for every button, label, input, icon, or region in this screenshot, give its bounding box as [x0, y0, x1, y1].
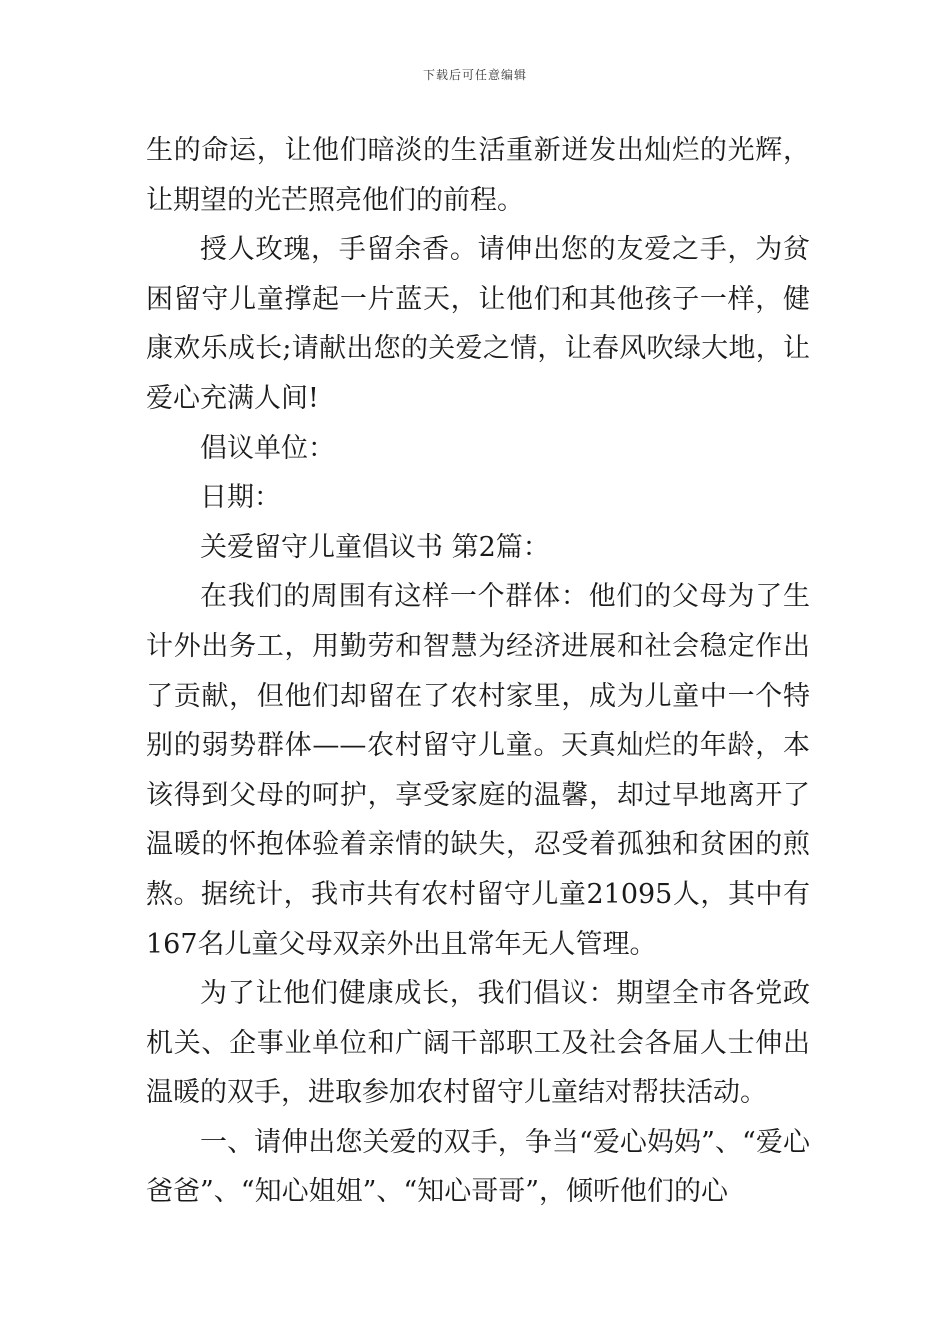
document-body [146, 126, 810, 1217]
date-label: 日期： [200, 482, 281, 514]
paragraph-appeal: 授人玫瑰，手留余香。请伸出您的友爱之手，为贫困留守儿童撑起一片蓝天，让他们和其他孩子一样，健康欢乐成长;请献出您的关爱之情，让春风吹绿大地，让爱心充满人间! [146, 234, 810, 414]
paragraph-background: 在我们的周围有这样一个群体：他们的父母为了生计外出务工，用勤劳和智慧为经济进展和社会稳定作出了贡献，但他们却留在了农村家里，成为儿童中一个特别的弱势群体——农村留守儿童。天真灿烂的年龄，本该得到父母的呵护，享受家庭的温馨，却过早地离开了温暖的怀抱体验着亲情的缺失，忍受着孤独和贫困的煎熬。据统计，我市共有农村留守儿童21095人，其中有167名儿童父母双亲外出且常年无人管理。 [146, 581, 810, 960]
section-title: 关爱留守儿童倡议书 第2篇： [200, 531, 550, 563]
paragraph-item-one: 一、请伸出您关爱的双手，争当“爱心妈妈”、“爱心爸爸”、“知心姐姐”、“知心哥哥”，倾听他们的心 [146, 1126, 810, 1208]
paragraph-proposal: 为了让他们健康成长，我们倡议：期望全市各党政机关、企事业单位和广阔干部职工及社会各届人士伸出温暖的双手，进取参加农村留守儿童结对帮扶活动。 [146, 978, 810, 1109]
paragraph-continuation: 生的命运，让他们暗淡的生活重新迸发出灿烂的光辉，让期望的光芒照亮他们的前程。 [146, 135, 810, 216]
initiator-label: 倡议单位： [200, 432, 335, 464]
page-header-note: 下载后可任意编辑 [422, 68, 527, 82]
